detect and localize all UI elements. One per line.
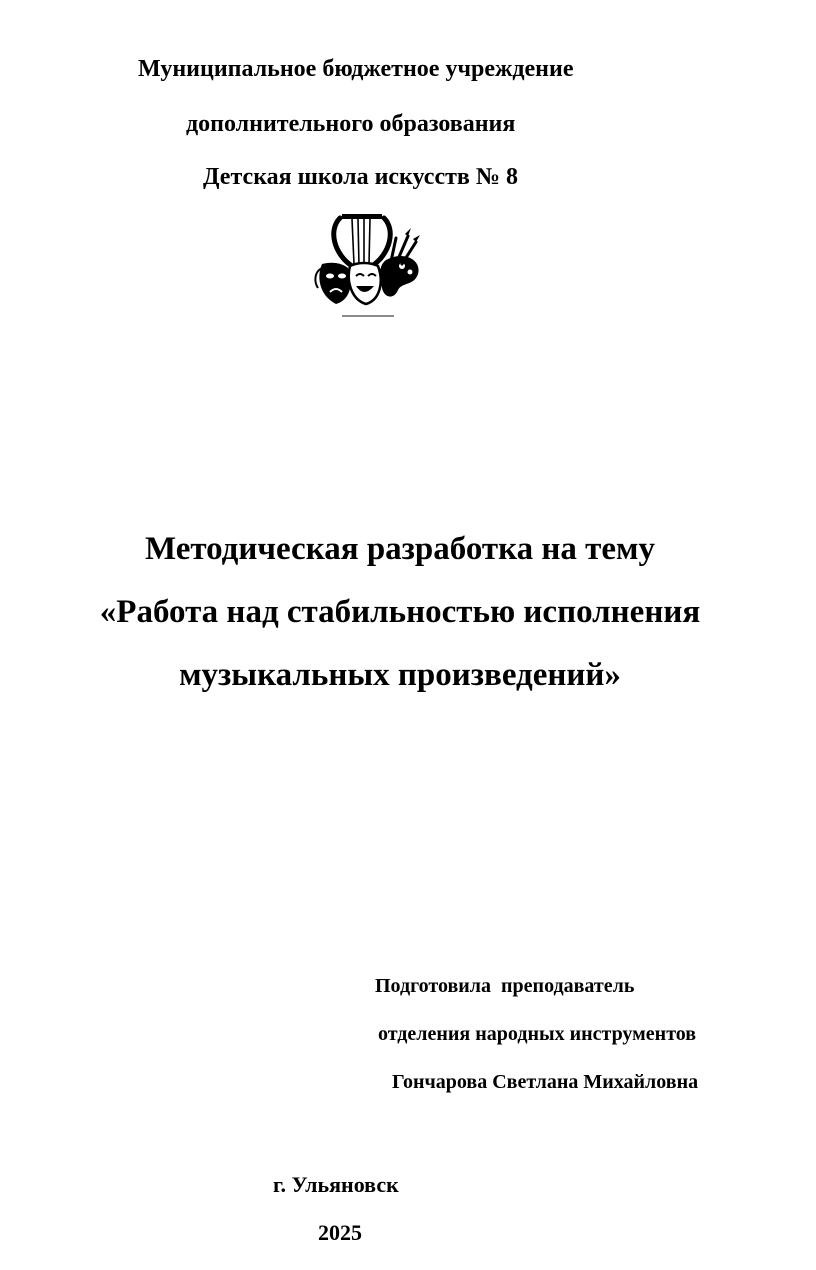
institution-name-line-3: Детская школа искусств № 8 (203, 164, 518, 190)
author-name: Гончарова Светлана Михайловна (392, 1071, 699, 1093)
document-title-line-1 (0, 533, 816, 566)
document-title-line-1-text: Методическая разработка на тему (145, 531, 655, 567)
year-label: 2025 (318, 1220, 362, 1245)
school-emblem-icon (312, 208, 424, 324)
document-title-line-2 (0, 596, 816, 629)
author-department: отделения народных инструментов (378, 1023, 697, 1045)
document-title-line-3 (0, 659, 816, 692)
institution-name-line-2: дополнительного образования (186, 111, 516, 137)
institution-name-line-1: Муниципальное бюджетное учреждение (138, 56, 574, 82)
document-title-line-2-text: «Работа над стабильностью исполнения (99, 594, 701, 630)
document-title-line-3-text: музыкальных произведений» (179, 657, 621, 693)
city-label: г. Ульяновск (273, 1172, 399, 1197)
author-role: Подготовила преподаватель (375, 975, 635, 997)
